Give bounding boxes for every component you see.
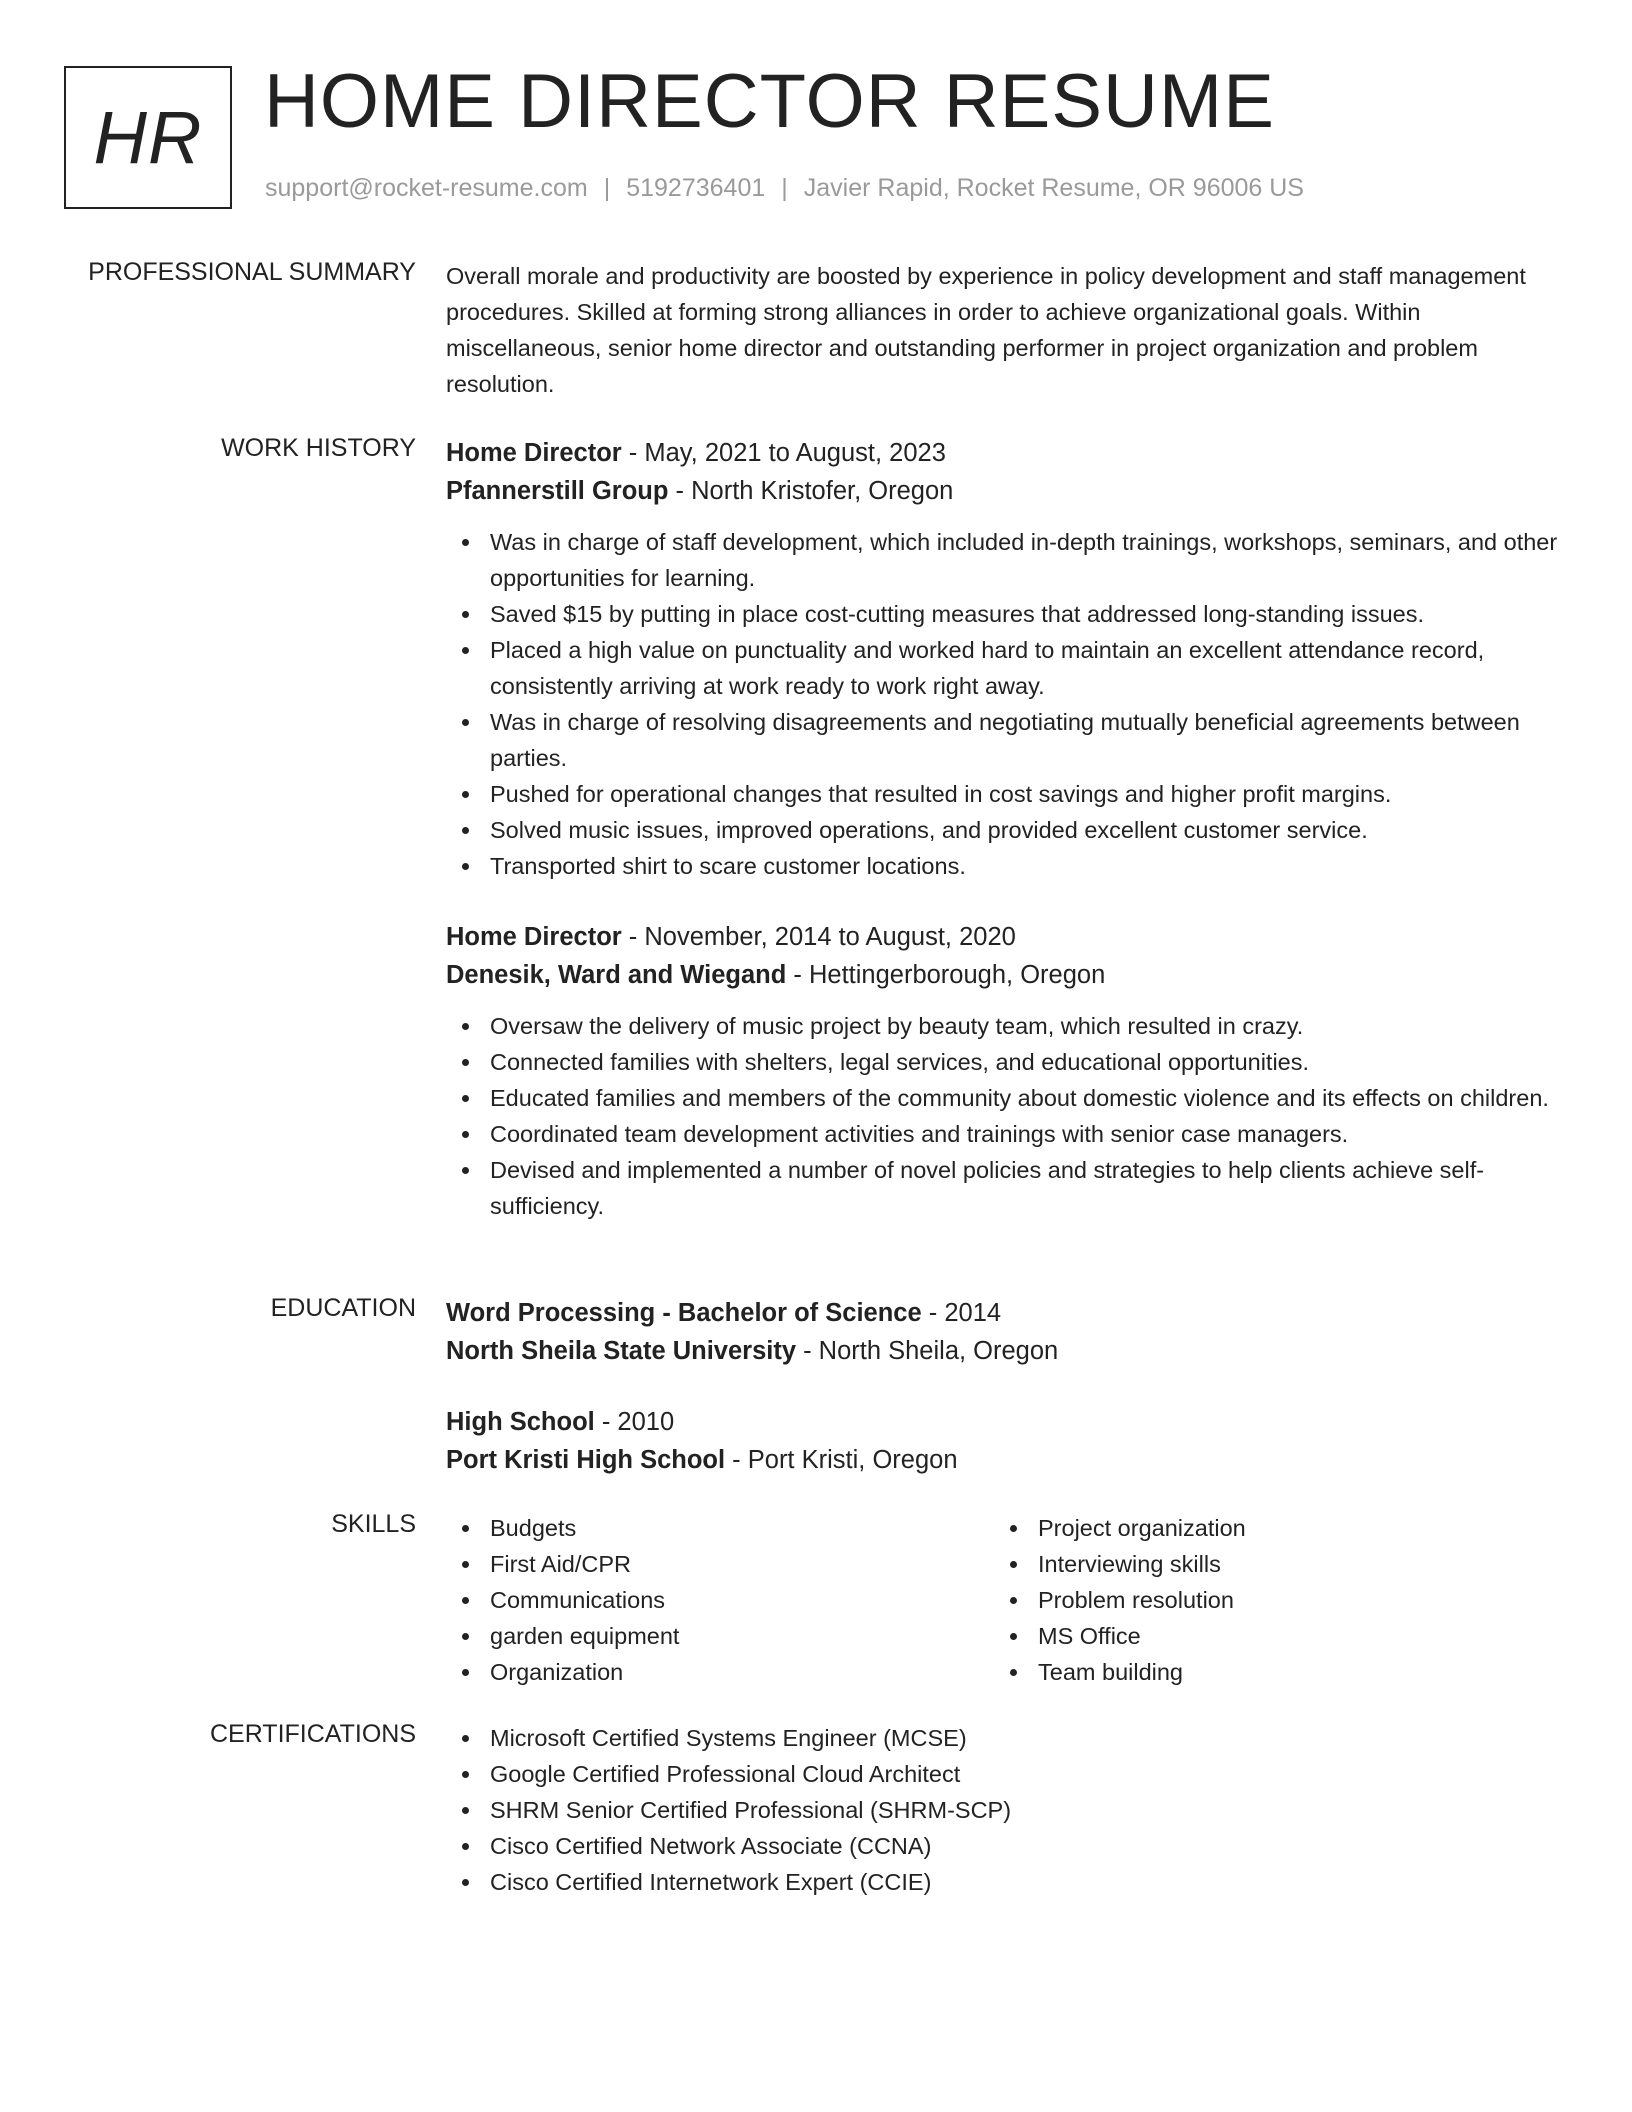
list-item: Transported shirt to scare customer locations. [446, 848, 1564, 884]
list-item: Was in charge of staff development, which included in-depth trainings, workshops, seminars, and other opportunities for learning. [446, 524, 1564, 596]
school-line [446, 1332, 1564, 1370]
contact-email: support@rocket-resume.com [265, 174, 588, 202]
contact-address: Javier Rapid, Rocket Resume, OR 96006 US [803, 174, 1304, 202]
school-name: North Sheila State University [446, 1337, 797, 1365]
degree-name: High School [446, 1408, 595, 1436]
list-item: Budgets [446, 1510, 994, 1546]
job-bullets [446, 524, 1564, 884]
certifications-heading: CERTIFICATIONS [209, 1720, 416, 1748]
job-title: Home Director [446, 923, 622, 951]
list-item: Placed a high value on punctuality and worked hard to maintain an excellent attendance record, consistently arriving at work ready to work right away. [446, 632, 1564, 704]
skills-heading: SKILLS [331, 1510, 416, 1538]
list-item: Connected families with shelters, legal services, and educational opportunities. [446, 1044, 1564, 1080]
education-entry [446, 1294, 1564, 1370]
list-item: Cisco Certified Network Associate (CCNA) [446, 1828, 1564, 1864]
school-name: Port Kristi High School [446, 1446, 726, 1474]
list-item: Problem resolution [994, 1582, 1542, 1618]
degree-name: Word Processing - Bachelor of Science [446, 1299, 922, 1327]
list-item: Pushed for operational changes that resulted in cost savings and higher profit margins. [446, 776, 1564, 812]
list-item: Interviewing skills [994, 1546, 1542, 1582]
degree-year: - 2014 [921, 1299, 1002, 1327]
list-item: Cisco Certified Internetwork Expert (CCIE) [446, 1864, 1564, 1900]
job-entry [446, 434, 1564, 884]
summary-heading: PROFESSIONAL SUMMARY [88, 258, 416, 286]
contact-phone: 5192736401 [626, 174, 766, 202]
contact-separator: | [781, 174, 788, 202]
school-location: - North Sheila, Oregon [796, 1337, 1059, 1365]
list-item: Educated families and members of the community about domestic violence and its effects on children. [446, 1080, 1564, 1116]
skills-columns [446, 1510, 1564, 1690]
list-item: Organization [446, 1654, 994, 1690]
degree-line [446, 1403, 1564, 1441]
job-location: - North Kristofer, Oregon [668, 477, 954, 505]
job-title-line [446, 918, 1564, 956]
skills-column-left [446, 1510, 994, 1690]
list-item: Microsoft Certified Systems Engineer (MCSE) [446, 1720, 1564, 1756]
job-company-line [446, 472, 1564, 510]
contact-separator: | [603, 174, 611, 202]
list-item: Solved music issues, improved operations, and provided excellent customer service. [446, 812, 1564, 848]
job-dates: - November, 2014 to August, 2020 [621, 923, 1016, 951]
job-company-line [446, 956, 1564, 994]
list-item: Oversaw the delivery of music project by beauty team, which resulted in crazy. [446, 1008, 1564, 1044]
degree-year: - 2010 [594, 1408, 675, 1436]
job-company: Pfannerstill Group [446, 477, 669, 505]
list-item: SHRM Senior Certified Professional (SHRM-SCP) [446, 1792, 1564, 1828]
work-history-heading: WORK HISTORY [221, 434, 416, 462]
resume-header [64, 59, 1584, 212]
list-item: Saved $15 by putting in place cost-cutting measures that addressed long-standing issues. [446, 596, 1564, 632]
education-entry [446, 1403, 1564, 1479]
job-title-line [446, 434, 1564, 472]
job-company: Denesik, Ward and Wiegand [446, 961, 787, 989]
degree-line [446, 1294, 1564, 1332]
job-bullets [446, 1008, 1564, 1224]
school-location: - Port Kristi, Oregon [725, 1446, 958, 1474]
job-title: Home Director [446, 439, 622, 467]
list-item: Google Certified Professional Cloud Architect [446, 1756, 1564, 1792]
list-item: MS Office [994, 1618, 1542, 1654]
summary-text: Overall morale and productivity are boosted by experience in policy development and staff management procedures. Skilled at forming strong alliances in order to achieve organizational goals. Within miscellaneous, senior home director and outstanding performer in project organization and problem resolution. [446, 263, 1526, 397]
list-item: garden equipment [446, 1618, 994, 1654]
list-item: Coordinated team development activities and trainings with senior case managers. [446, 1116, 1564, 1152]
skills-column-right [994, 1510, 1542, 1690]
list-item: Project organization [994, 1510, 1542, 1546]
job-location: - Hettingerborough, Oregon [786, 961, 1106, 989]
job-entry [446, 918, 1564, 1224]
certifications-list [446, 1720, 1564, 1900]
contact-line [265, 174, 1304, 203]
list-item: Devised and implemented a number of novel policies and strategies to help clients achieve self-sufficiency. [446, 1152, 1564, 1224]
list-item: Team building [994, 1654, 1542, 1690]
school-line [446, 1441, 1564, 1479]
job-dates: - May, 2021 to August, 2023 [621, 439, 946, 467]
monogram-box: HR [64, 66, 232, 209]
list-item: First Aid/CPR [446, 1546, 994, 1582]
education-heading: EDUCATION [270, 1294, 416, 1322]
list-item: Communications [446, 1582, 994, 1618]
resume-title: HOME DIRECTOR RESUME [264, 59, 1275, 144]
list-item: Was in charge of resolving disagreements and negotiating mutually beneficial agreements between parties. [446, 704, 1564, 776]
